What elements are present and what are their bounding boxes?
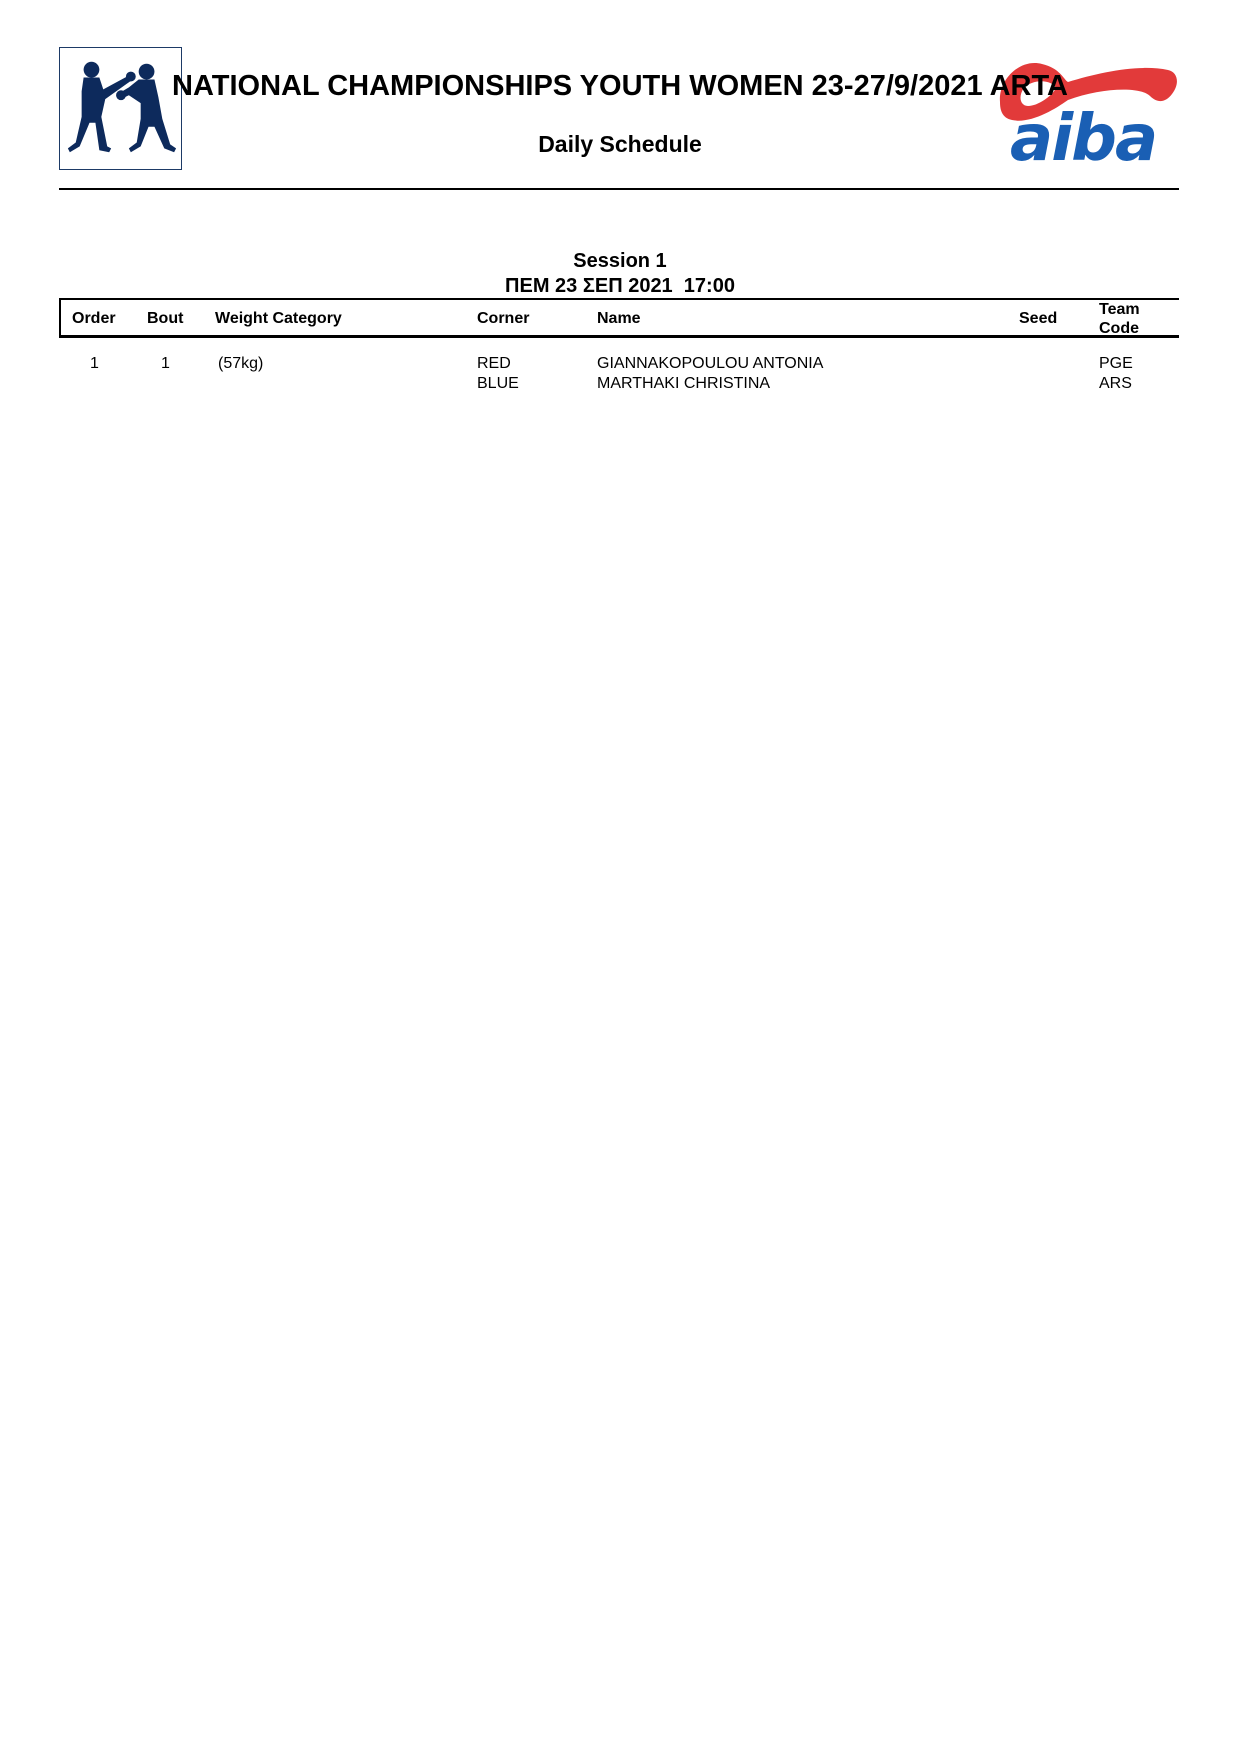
header-divider <box>59 188 1179 190</box>
red-corner-name: GIANNAKOPOULOU ANTONIA <box>597 355 824 372</box>
column-header-team-code <box>1099 300 1140 338</box>
column-header-corner: Corner <box>477 310 530 327</box>
page-subtitle: Daily Schedule <box>538 131 702 157</box>
bout-number: 1 <box>161 355 170 372</box>
blue-corner-name: MARTHAKI CHRISTINA <box>597 375 771 392</box>
red-corner-label: RED <box>477 355 511 372</box>
column-header-order: Order <box>72 310 116 327</box>
schedule-table-header <box>59 298 1179 338</box>
bout-order: 1 <box>90 355 99 372</box>
column-header-team-line1: Team <box>1099 301 1140 318</box>
blue-corner-team-code: ARS <box>1099 375 1132 392</box>
page-title: NATIONAL CHAMPIONSHIPS YOUTH WOMEN 23-27/9/2021 ARTA <box>172 70 1068 102</box>
column-header-name: Name <box>597 310 641 327</box>
session-title: Session 1 <box>573 250 667 272</box>
column-header-bout: Bout <box>147 310 184 327</box>
column-header-team-line2: Code <box>1099 320 1139 337</box>
session-date: ΠΕΜ 23 ΣΕΠ 2021 17:00 <box>505 275 735 297</box>
blue-corner-label: BLUE <box>477 375 519 392</box>
column-header-weight-category: Weight Category <box>215 310 342 327</box>
red-corner-team-code: PGE <box>1099 355 1133 372</box>
column-header-seed: Seed <box>1019 310 1058 327</box>
bout-weight-category: (57kg) <box>218 355 264 372</box>
aiba-logo-text: aiba <box>1010 102 1157 168</box>
